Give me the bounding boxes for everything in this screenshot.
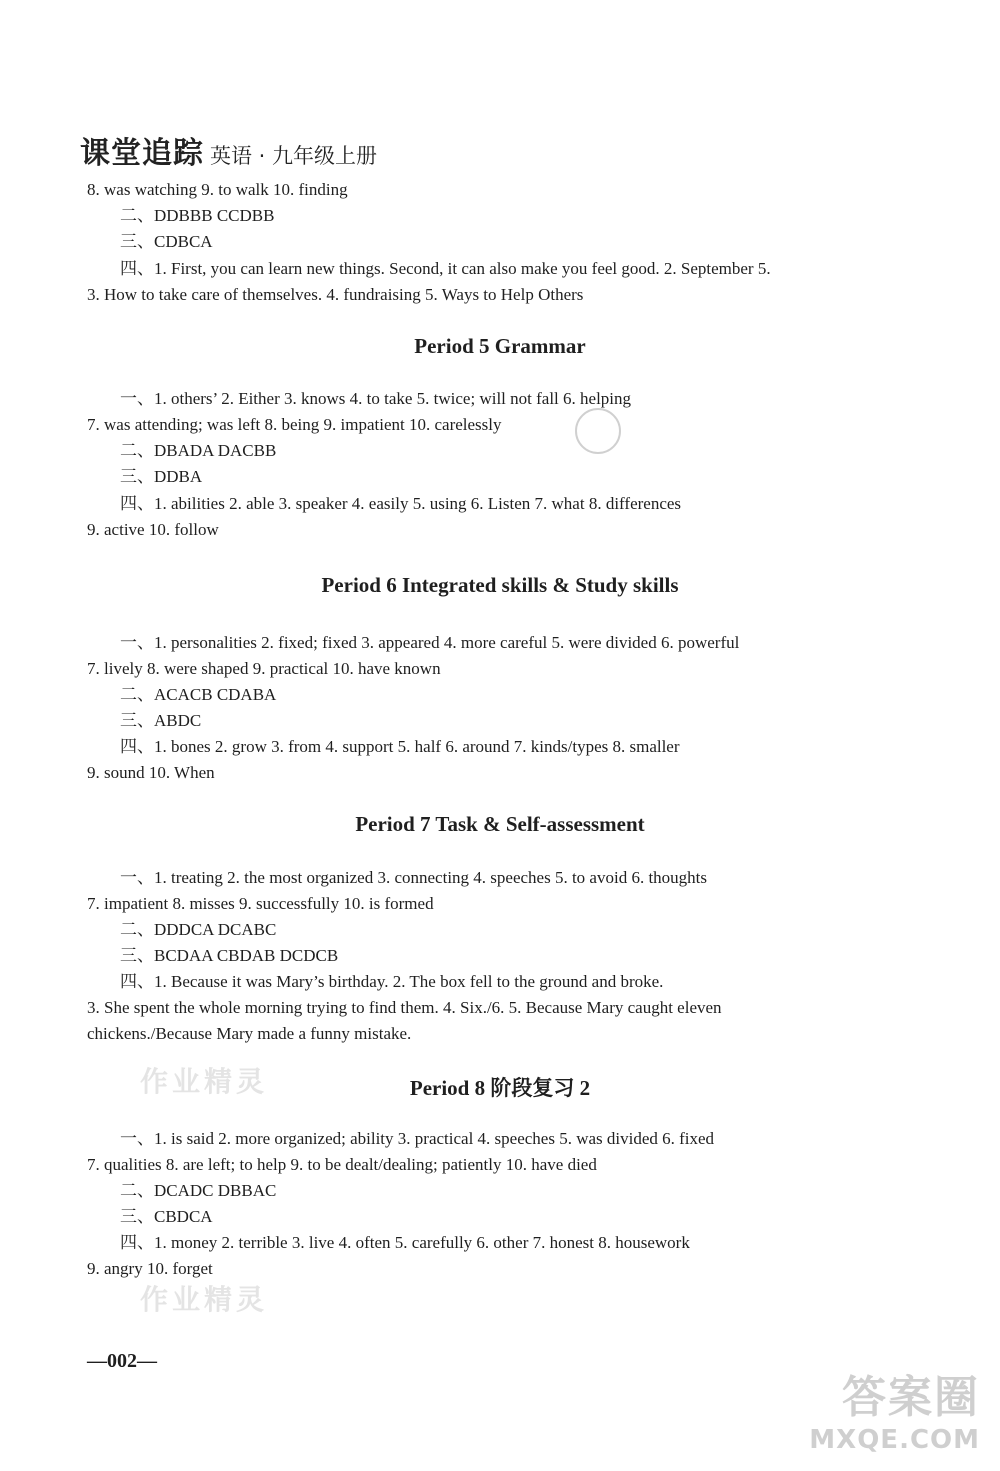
answer-line: 三、CDBCA xyxy=(120,232,213,251)
answer-line: 9. angry 10. forget xyxy=(87,1259,213,1278)
answer-line: 二、DCADC DBBAC xyxy=(120,1181,277,1200)
page-header xyxy=(80,128,377,172)
answer-line: 四、1. First, you can learn new things. Second, it can also make you feel good. 2. September 5. xyxy=(120,259,771,278)
answer-line: 7. was attending; was left 8. being 9. impatient 10. carelessly xyxy=(87,415,502,434)
answer-line: 三、BCDAA CBDAB DCDCB xyxy=(120,946,339,965)
section-heading: Period 8 阶段复习 2 xyxy=(409,1076,591,1100)
answer-line: 四、1. bones 2. grow 3. from 4. support 5. half 6. around 7. kinds/types 8. smaller xyxy=(120,737,680,756)
section-heading: Period 7 Task & Self-assessment xyxy=(355,812,645,836)
answer-line: 四、1. abilities 2. able 3. speaker 4. easily 5. using 6. Listen 7. what 8. differences xyxy=(120,494,682,513)
section-heading: Period 5 Grammar xyxy=(414,334,586,358)
answer-line: 7. impatient 8. misses 9. successfully 10. is formed xyxy=(87,894,434,913)
answer-line: 一、1. personalities 2. fixed; fixed 3. appeared 4. more careful 5. were divided 6. powerful xyxy=(120,633,740,652)
answer-line: 一、1. others’ 2. Either 3. knows 4. to take 5. twice; will not fall 6. helping xyxy=(120,389,632,408)
answer-line: 一、1. is said 2. more organized; ability 3. practical 4. speeches 5. was divided 6. fixed xyxy=(120,1129,715,1148)
answer-line: 二、ACACB CDABA xyxy=(120,685,277,704)
answer-line: 二、DBADA DACBB xyxy=(120,441,277,460)
answer-line: 四、1. money 2. terrible 3. live 4. often 5. carefully 6. other 7. honest 8. housework xyxy=(120,1233,690,1252)
watermark-text: 作业精灵 xyxy=(140,1065,269,1098)
answer-line: 7. lively 8. were shaped 9. practical 10. have known xyxy=(87,659,441,678)
answer-line: 8. was watching 9. to walk 10. finding xyxy=(87,180,348,199)
answer-line: 三、DDBA xyxy=(120,467,203,486)
watermark-site-text: MXQE.COM xyxy=(809,1425,980,1455)
answer-line: 三、CBDCA xyxy=(120,1207,213,1226)
watermark-text: 作业精灵 xyxy=(140,1283,269,1316)
stamp-watermark xyxy=(575,408,621,454)
watermark-logo-text: 答案圈 xyxy=(842,1372,980,1423)
page-number: —002— xyxy=(87,1350,157,1372)
brand-logo: 课堂追踪 xyxy=(80,136,204,171)
answer-line: chickens./Because Mary made a funny mistake. xyxy=(87,1024,412,1043)
answer-line: 二、DDDCA DCABC xyxy=(120,920,277,939)
site-watermark-logo xyxy=(809,1361,980,1455)
book-subtitle: 英语 · 九年级上册 xyxy=(210,144,378,168)
answer-line: 3. How to take care of themselves. 4. fundraising 5. Ways to Help Others xyxy=(87,285,584,304)
section-heading: Period 6 Integrated skills & Study skills xyxy=(321,573,679,597)
answer-line: 9. sound 10. When xyxy=(87,763,215,782)
answer-line: 三、ABDC xyxy=(120,711,202,730)
answer-line: 二、DDBBB CCDBB xyxy=(120,206,275,225)
answer-line: 一、1. treating 2. the most organized 3. connecting 4. speeches 5. to avoid 6. thoughts xyxy=(120,868,708,887)
answer-line: 3. She spent the whole morning trying to find them. 4. Six./6. 5. Because Mary caught eleven xyxy=(87,998,722,1017)
answer-line: 9. active 10. follow xyxy=(87,520,219,539)
answer-line: 7. qualities 8. are left; to help 9. to be dealt/dealing; patiently 10. have died xyxy=(87,1155,597,1174)
answer-line: 四、1. Because it was Mary’s birthday. 2. The box fell to the ground and broke. xyxy=(120,972,664,991)
